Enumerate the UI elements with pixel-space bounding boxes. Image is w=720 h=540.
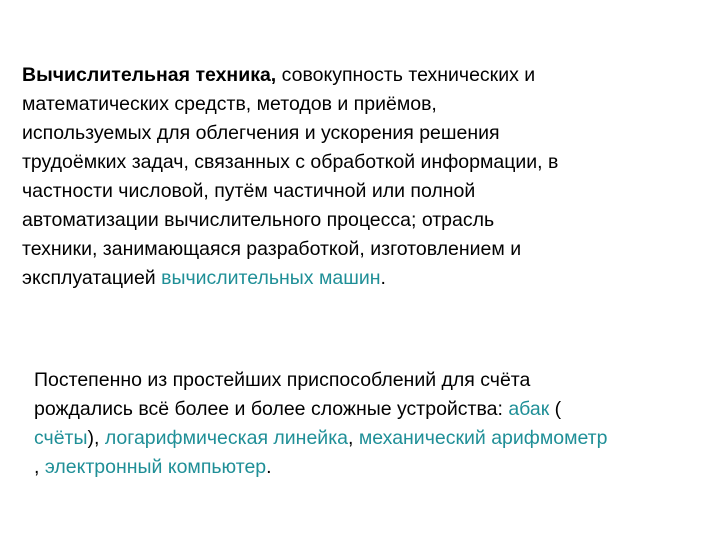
link-slide-rule[interactable]: логарифмическая линейка: [104, 427, 348, 449]
definition-line: трудоёмких задач, связанных с обработкой информации, в: [22, 151, 559, 173]
definition-line: автоматизации вычислительного процесса; отрасль: [22, 209, 495, 231]
link-schety[interactable]: счёты: [34, 427, 88, 449]
history-line: Постепенно из простейших приспособлений для счёта: [34, 369, 531, 391]
paren-open: (: [549, 398, 562, 420]
definition-line: эксплуатацией: [22, 267, 162, 289]
definition-line: математических средств, методов и приёмов,: [22, 93, 437, 115]
definition-paragraph: [22, 61, 712, 293]
definition-line: совокупность технических и: [276, 64, 536, 86]
history-end: .: [266, 456, 272, 478]
definition-line: частности числовой, путём частичной или полной: [22, 180, 476, 202]
link-electronic-computer[interactable]: электронный компьютер: [44, 456, 267, 478]
history-line: рождались всё более и более сложные устройства:: [34, 398, 509, 420]
link-computing-machines[interactable]: вычислительных машин: [161, 267, 381, 289]
history-paragraph: [34, 366, 720, 482]
definition-end: .: [380, 267, 386, 289]
separator-comma: ,: [348, 427, 359, 449]
separator-comma: ,: [34, 456, 45, 478]
paren-close: ),: [87, 427, 105, 449]
link-arithmometer[interactable]: механический арифмометр: [358, 427, 608, 449]
link-abacus[interactable]: абак: [508, 398, 550, 420]
definition-line: техники, занимающаяся разработкой, изготовлением и: [22, 238, 522, 260]
definition-line: используемых для облегчения и ускорения решения: [22, 122, 500, 144]
definition-term: Вычислительная техника,: [22, 64, 277, 86]
